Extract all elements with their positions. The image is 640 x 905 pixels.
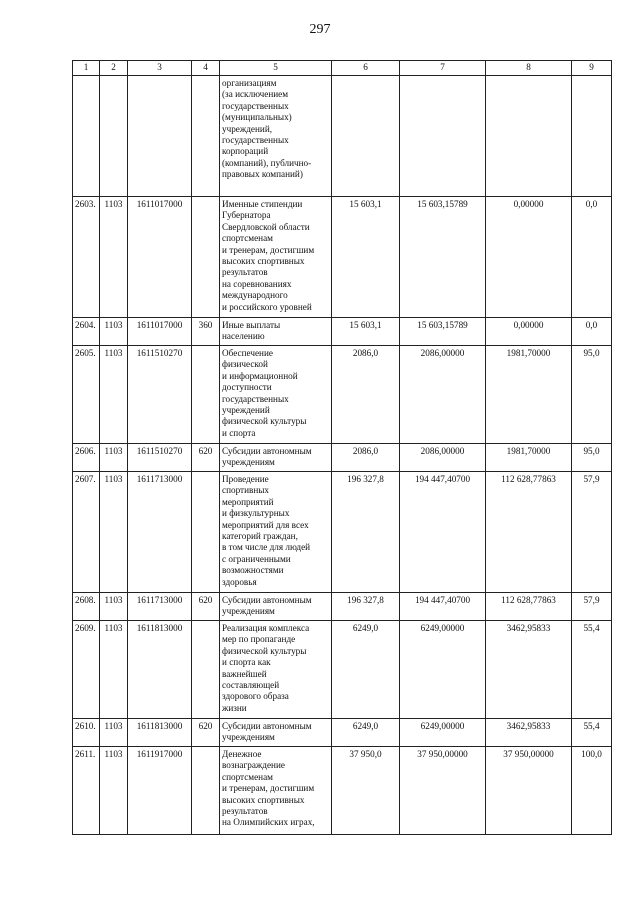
budget-table: [72, 60, 612, 835]
column-header: 4: [192, 61, 220, 76]
table-row: [73, 197, 612, 318]
column-9-value: 57,9: [572, 593, 612, 621]
column-header: 1: [73, 61, 100, 76]
table-row: [73, 346, 612, 444]
section-code: 1103: [100, 444, 128, 472]
column-7-value: 2086,00000: [400, 444, 486, 472]
expense-type-code: [192, 747, 220, 835]
page-number: 297: [309, 22, 331, 37]
column-9-value: 0,0: [572, 318, 612, 346]
item-name: Субсидии автономным учреждениям: [220, 444, 332, 472]
column-8-value: 112 628,77863: [486, 593, 572, 621]
section-code: 1103: [100, 593, 128, 621]
column-9-value: 95,0: [572, 444, 612, 472]
column-7-value: 2086,00000: [400, 346, 486, 444]
expense-type-code: 620: [192, 593, 220, 621]
section-code: 1103: [100, 346, 128, 444]
column-8-value: 3462,95833: [486, 719, 572, 747]
item-name: Проведение спортивных мероприятий и физкультурных мероприятий для всех категорий граждан, в том числе для людей с ограниченными возможностями здоровья: [220, 472, 332, 593]
column-9-value: 95,0: [572, 346, 612, 444]
target-article-code: 1611813000: [128, 719, 192, 747]
column-8-value: 112 628,77863: [486, 472, 572, 593]
column-8-value: 1981,70000: [486, 346, 572, 444]
column-9-value: 57,9: [572, 472, 612, 593]
target-article-code: 1611017000: [128, 318, 192, 346]
row-number: 2605.: [73, 346, 100, 444]
row-number: 2603.: [73, 197, 100, 318]
column-6-value: 2086,0: [332, 444, 400, 472]
item-name: Субсидии автономным учреждениям: [220, 593, 332, 621]
row-number: 2606.: [73, 444, 100, 472]
column-6-value: 37 950,0: [332, 747, 400, 835]
expense-type-code: 620: [192, 719, 220, 747]
column-8-value: [486, 76, 572, 197]
expense-type-code: [192, 346, 220, 444]
column-6-value: 196 327,8: [332, 472, 400, 593]
column-9-value: [572, 76, 612, 197]
row-number: 2609.: [73, 621, 100, 719]
table-row: [73, 747, 612, 835]
column-7-value: 194 447,40700: [400, 593, 486, 621]
column-header: 9: [572, 61, 612, 76]
target-article-code: 1611713000: [128, 472, 192, 593]
row-number: 2604.: [73, 318, 100, 346]
target-article-code: 1611813000: [128, 621, 192, 719]
target-article-code: 1611017000: [128, 197, 192, 318]
column-header: 5: [220, 61, 332, 76]
target-article-code: 1611713000: [128, 593, 192, 621]
table-header-row: [73, 61, 612, 76]
column-6-value: 6249,0: [332, 621, 400, 719]
column-9-value: 100,0: [572, 747, 612, 835]
column-header: 8: [486, 61, 572, 76]
column-6-value: 196 327,8: [332, 593, 400, 621]
target-article-code: 1611510270: [128, 346, 192, 444]
column-8-value: 0,00000: [486, 318, 572, 346]
row-number: 2607.: [73, 472, 100, 593]
section-code: 1103: [100, 472, 128, 593]
section-code: [100, 76, 128, 197]
target-article-code: 1611917000: [128, 747, 192, 835]
row-number: 2608.: [73, 593, 100, 621]
column-9-value: 55,4: [572, 719, 612, 747]
section-code: 1103: [100, 719, 128, 747]
column-7-value: [400, 76, 486, 197]
expense-type-code: [192, 76, 220, 197]
column-7-value: 6249,00000: [400, 719, 486, 747]
expense-type-code: [192, 621, 220, 719]
row-number: 2610.: [73, 719, 100, 747]
row-number: [73, 76, 100, 197]
table-row: [73, 719, 612, 747]
expense-type-code: [192, 197, 220, 318]
table-row: [73, 76, 612, 197]
column-6-value: [332, 76, 400, 197]
column-7-value: 15 603,15789: [400, 197, 486, 318]
table-row: [73, 444, 612, 472]
item-name: Обеспечение физической и информационной доступности государственных учреждений физической культуры и спорта: [220, 346, 332, 444]
column-header: 3: [128, 61, 192, 76]
item-name: Субсидии автономным учреждениям: [220, 719, 332, 747]
expense-type-code: 620: [192, 444, 220, 472]
item-name: Иные выплаты населению: [220, 318, 332, 346]
column-6-value: 2086,0: [332, 346, 400, 444]
target-article-code: 1611510270: [128, 444, 192, 472]
column-6-value: 15 603,1: [332, 318, 400, 346]
column-9-value: 0,0: [572, 197, 612, 318]
item-name: Именные стипендии Губернатора Свердловской области спортсменам и тренерам, достигшим высоких спортивных результатов на соревнованиях международного и российского уровней: [220, 197, 332, 318]
table-row: [73, 621, 612, 719]
column-8-value: 0,00000: [486, 197, 572, 318]
column-8-value: 3462,95833: [486, 621, 572, 719]
expense-type-code: 360: [192, 318, 220, 346]
column-6-value: 15 603,1: [332, 197, 400, 318]
column-header: 2: [100, 61, 128, 76]
column-7-value: 6249,00000: [400, 621, 486, 719]
section-code: 1103: [100, 318, 128, 346]
item-name: организациям (за исключением государственных (муниципальных) учреждений, государственных корпораций (компаний), публично- правовых компаний): [220, 76, 332, 197]
column-8-value: 1981,70000: [486, 444, 572, 472]
column-6-value: 6249,0: [332, 719, 400, 747]
expense-type-code: [192, 472, 220, 593]
table-row: [73, 318, 612, 346]
section-code: 1103: [100, 747, 128, 835]
section-code: 1103: [100, 621, 128, 719]
column-9-value: 55,4: [572, 621, 612, 719]
column-7-value: 194 447,40700: [400, 472, 486, 593]
item-name: Денежное вознаграждение спортсменам и тренерам, достигшим высоких спортивных результатов на Олимпийских играх,: [220, 747, 332, 835]
section-code: 1103: [100, 197, 128, 318]
row-number: 2611.: [73, 747, 100, 835]
table-row: [73, 593, 612, 621]
column-7-value: 37 950,00000: [400, 747, 486, 835]
column-header: 6: [332, 61, 400, 76]
column-8-value: 37 950,00000: [486, 747, 572, 835]
table-row: [73, 472, 612, 593]
column-header: 7: [400, 61, 486, 76]
target-article-code: [128, 76, 192, 197]
column-7-value: 15 603,15789: [400, 318, 486, 346]
item-name: Реализация комплекса мер по пропаганде физической культуры и спорта как важнейшей составляющей здорового образа жизни: [220, 621, 332, 719]
